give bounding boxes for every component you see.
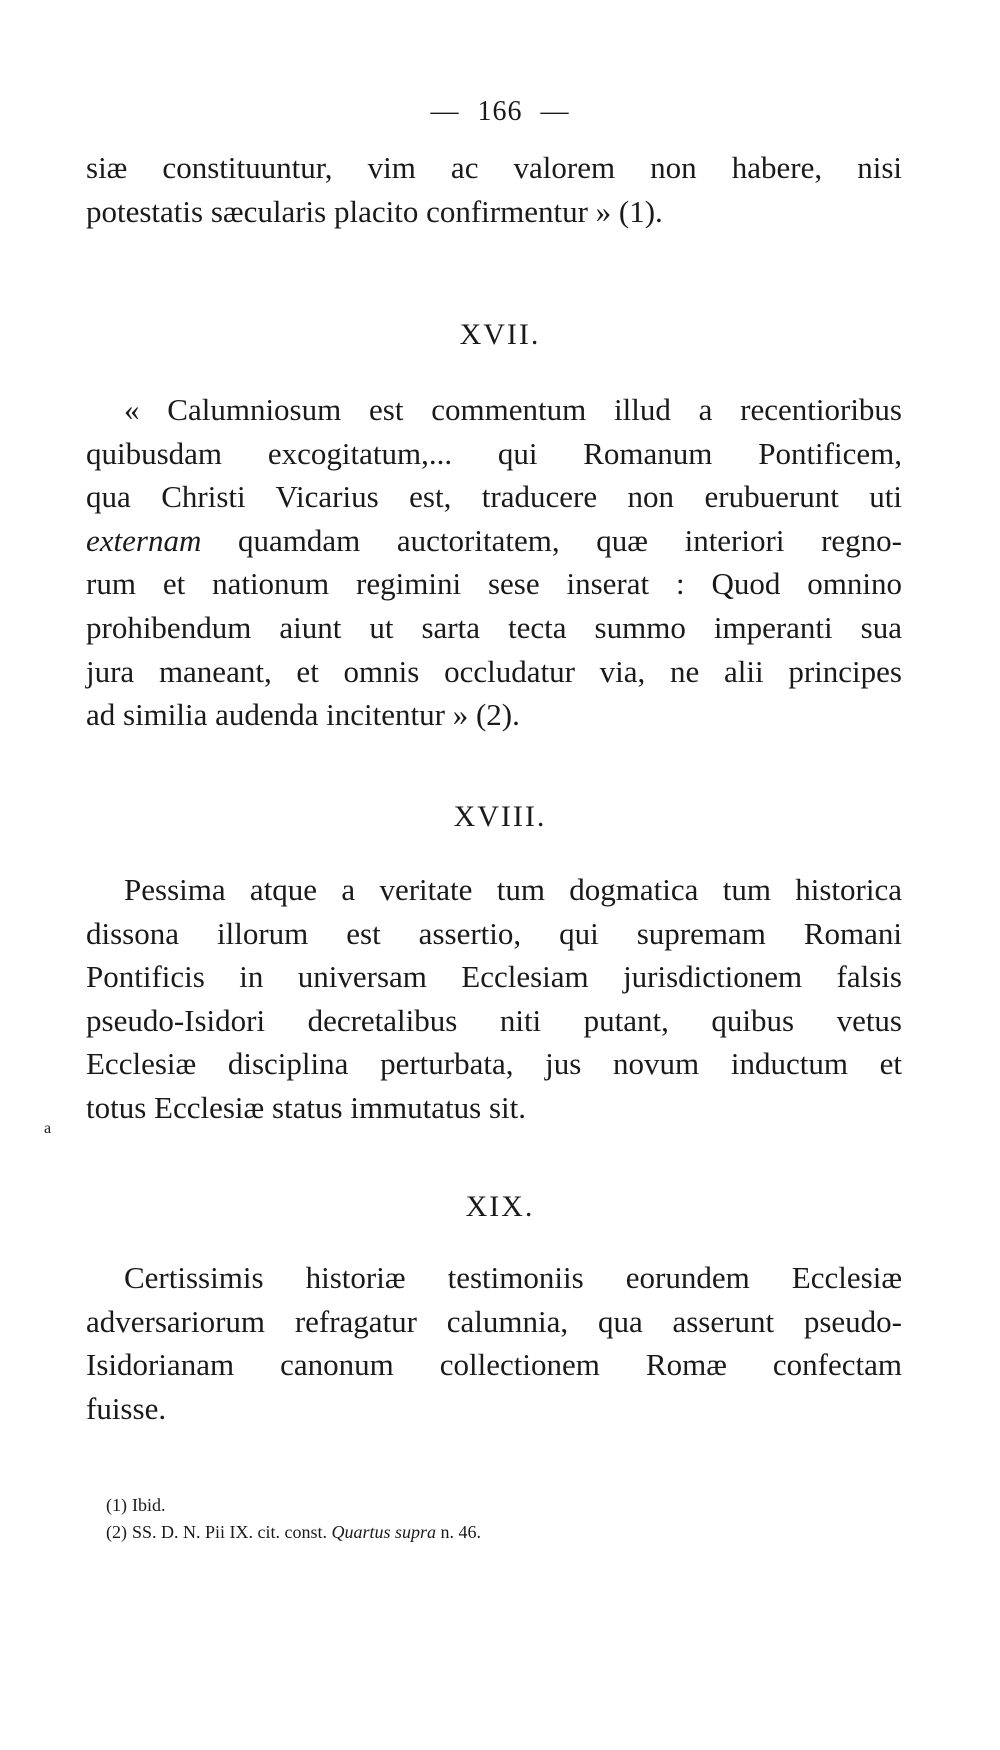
text-line: fuisse.	[86, 1390, 167, 1426]
section-xvii-paragraph	[86, 388, 902, 737]
section-heading-xvii: XVII.	[459, 318, 541, 351]
text-line: Certissimis historiæ testimoniis eorundem Ecclesiæ	[124, 1260, 902, 1295]
section-heading-xix: XIX.	[465, 1190, 535, 1223]
text-line: potestatis sæcularis placito confirmentur » (1).	[86, 193, 663, 229]
stray-print-mark: a	[44, 1120, 52, 1137]
text-line: Pontificis in universam Ecclesiam jurisdictionem falsis	[86, 959, 902, 995]
footnote-italic-text: Quartus supra	[331, 1522, 437, 1542]
text-line: qua Christi Vicarius est, traducere non erubuerunt uti	[86, 479, 902, 515]
footnote-number: (1)	[106, 1495, 127, 1515]
text-line: Isidorianam canonum collectionem Romæ confectam	[86, 1347, 902, 1383]
footnotes	[106, 1492, 706, 1546]
page-number	[0, 96, 1000, 128]
section-heading-xviii: XVIII.	[453, 800, 547, 833]
text-line: totus Ecclesiæ status immutatus sit.	[86, 1089, 527, 1125]
page-number-value: 166	[477, 96, 523, 127]
italic-word-externam: externam	[86, 522, 202, 558]
text-line	[86, 519, 902, 563]
text-fragment: quamdam auctoritatem, quæ interiori regno-	[201, 522, 902, 558]
footnote-text: SS. D. N. Pii IX. cit. const.	[132, 1522, 332, 1542]
text-line: dissona illorum est assertio, qui supremam Romani	[86, 915, 902, 951]
continuation-paragraph	[86, 146, 902, 233]
text-line: pseudo-Isidori decretalibus niti putant, quibus vetus	[86, 1002, 902, 1038]
text-line: « Calumniosum est commentum illud a recentioribus	[124, 392, 902, 427]
section-xix-paragraph	[86, 1256, 902, 1430]
section-xviii-paragraph	[86, 868, 902, 1130]
page-number-dash-right: —	[540, 96, 570, 127]
text-line: Ecclesiæ disciplina perturbata, jus novum inductum et	[86, 1046, 902, 1082]
text-line: prohibendum aiunt ut sarta tecta summo imperanti sua	[86, 609, 902, 645]
text-line: ad similia audenda incitentur » (2).	[86, 697, 520, 733]
page-number-dash-left: —	[430, 96, 460, 127]
footnote-1	[106, 1492, 706, 1519]
text-line: adversariorum refragatur calumnia, qua asserunt pseudo-	[86, 1303, 902, 1339]
text-line: rum et nationum regimini sese inserat : Quod omnino	[86, 566, 902, 602]
text-line: jura maneant, et omnis occludatur via, ne alii principes	[86, 653, 902, 689]
footnote-number: (2)	[106, 1522, 127, 1542]
footnote-text: n. 46.	[436, 1522, 482, 1542]
footnote-text: Ibid.	[132, 1495, 166, 1515]
text-line: Pessima atque a veritate tum dogmatica tum historica	[124, 872, 902, 907]
text-line: siæ constituuntur, vim ac valorem non habere, nisi	[86, 150, 902, 185]
footnote-2	[106, 1519, 706, 1546]
text-line: quibusdam excogitatum,... qui Romanum Pontificem,	[86, 435, 902, 471]
